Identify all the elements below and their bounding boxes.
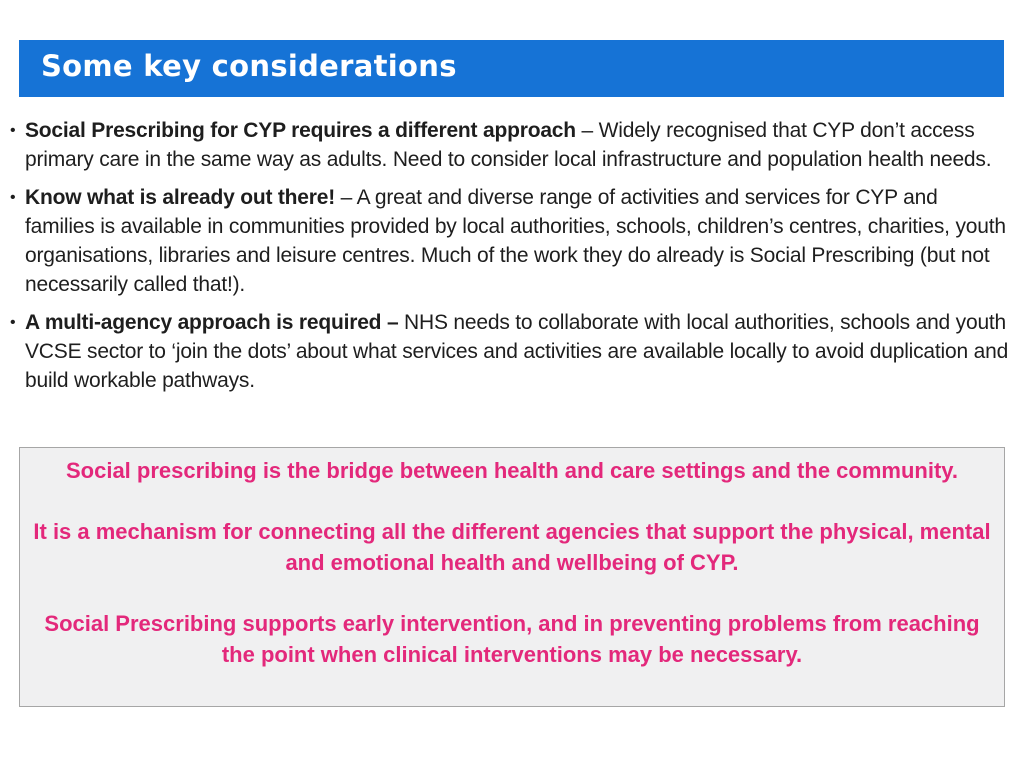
bullet-text: NHS needs to collaborate with local authorities, schools and youth VCSE sector to ‘join the dots’ about what services and activities are available locally to avoid duplication and build workable pathways.: [25, 311, 1009, 392]
bullet-heading: Know what is already out there!: [25, 186, 336, 209]
bullet-item: [10, 308, 1010, 395]
bullet-heading: Social Prescribing for CYP requires a different approach: [25, 119, 576, 142]
bullet-item: [10, 116, 1010, 174]
bullet-text: – A great and diverse range of activities and services for CYP and families is available in communities provided by local authorities, schools, children’s centres, charities, youth organisations, libraries and leisure centres. Much of the work they do already is Social Prescribing (but not necessarily called that!).: [25, 186, 1006, 296]
callout-paragraph-mechanism: It is a mechanism for connecting all the different agencies that support the physical, mental and emotional health and wellbeing of CYP.: [33, 519, 991, 575]
title-bar: [19, 40, 1004, 97]
bullet-dot-icon: •: [10, 189, 16, 206]
callout-box: [19, 447, 1005, 707]
bullet-item: [10, 183, 1010, 299]
callout-paragraph-bridge: Social prescribing is the bridge between health and care settings and the community.: [65, 458, 958, 483]
bullet-dot-icon: •: [10, 122, 16, 139]
bullet-heading: A multi-agency approach is required –: [25, 311, 399, 334]
callout-paragraph-early-intervention: Social Prescribing supports early intervention, and in preventing problems from reaching the point when clinical interventions may be necessary.: [44, 611, 980, 667]
bullet-text: – Widely recognised that CYP don’t access primary care in the same way as adults. Need to consider local infrastructure and population health needs.: [25, 119, 992, 171]
bullet-list: [10, 116, 1010, 404]
bullet-dot-icon: •: [10, 314, 16, 331]
slide-title: Some key considerations: [41, 49, 457, 83]
